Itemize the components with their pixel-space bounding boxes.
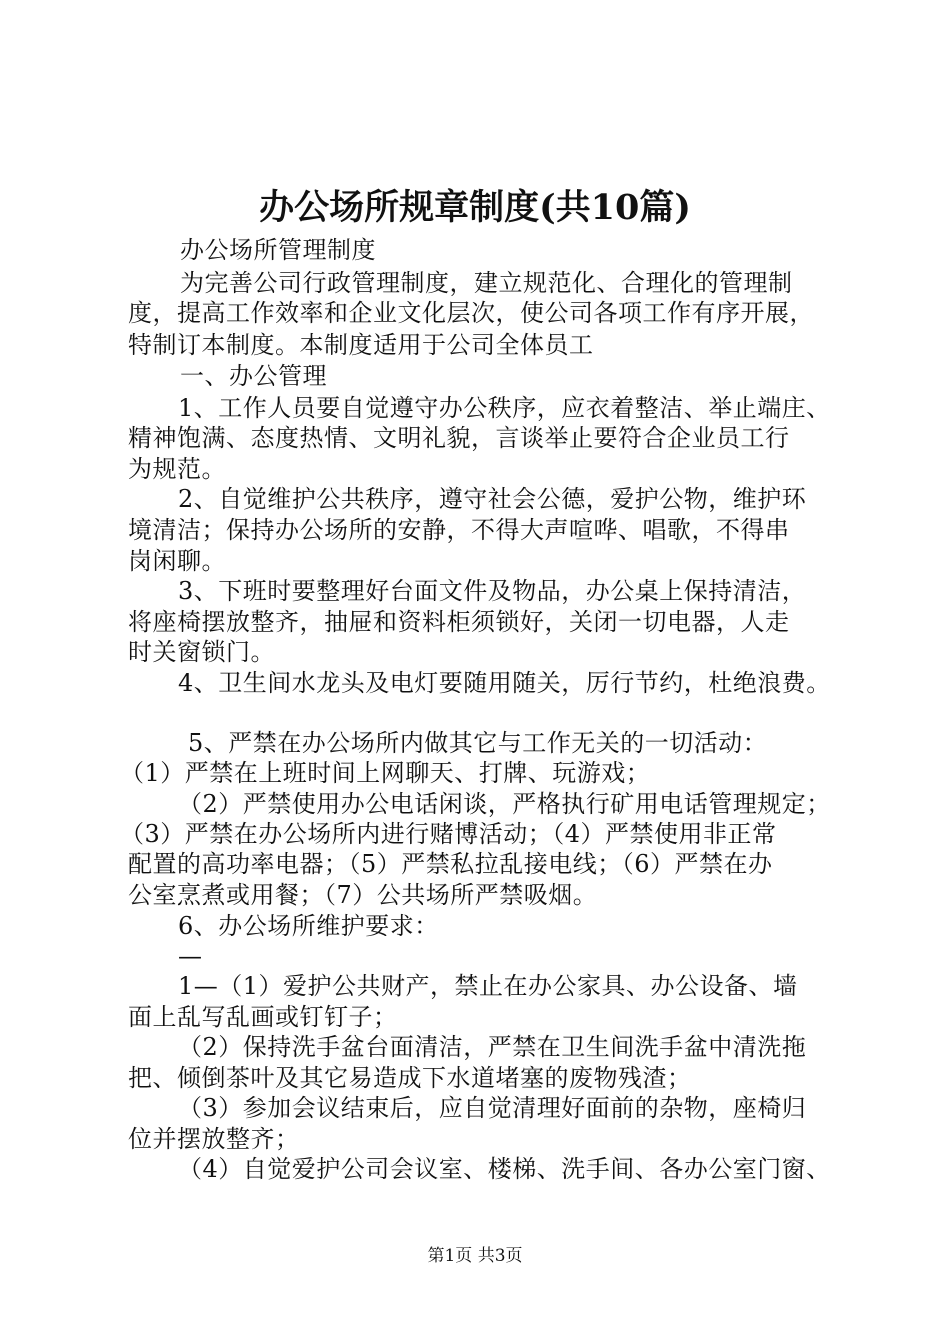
paragraph-line: 特制订本制度。本制度适用于公司全体员工 (128, 331, 594, 359)
paragraph-line: 3、下班时要整理好台面文件及物品，办公桌上保持清洁， (178, 577, 807, 605)
paragraph-line: 精神饱满、态度热情、文明礼貌，言谈举止要符合企业员工行 (128, 424, 790, 452)
paragraph-line: 1、工作人员要自觉遵守办公秩序，应衣着整洁、举止端庄、 (178, 394, 831, 422)
paragraph-line: （2）严禁使用办公电话闲谈，严格执行矿用电话管理规定； (178, 790, 831, 818)
paragraph-line: 6、办公场所维护要求： (178, 912, 439, 940)
paragraph-line: （3）严禁在办公场所内进行赌博活动；（4）严禁使用非正常 (120, 820, 777, 848)
paragraph-line: 1—（1）爱护公共财产，禁止在办公家具、办公设备、墙 (178, 972, 798, 1000)
section-heading: 办公场所管理制度 (180, 236, 376, 264)
paragraph-line: （4）自觉爱护公司会议室、楼梯、洗手间、各办公室门窗、 (178, 1155, 831, 1183)
section-heading: 一、办公管理 (180, 362, 327, 390)
page-footer: 第1页 共3页 (427, 1246, 523, 1266)
paragraph-line: 岗闲聊。 (128, 547, 226, 575)
paragraph-line: 公室烹煮或用餐；（7）公共场所严禁吸烟。 (128, 881, 598, 909)
paragraph-line: （1）严禁在上班时间上网聊天、打牌、玩游戏； (120, 759, 651, 787)
paragraph-line: 将座椅摆放整齐，抽屉和资料柜须锁好，关闭一切电器，人走 (128, 608, 790, 636)
paragraph-line: 位并摆放整齐； (128, 1125, 300, 1153)
paragraph-line: 为完善公司行政管理制度，建立规范化、合理化的管理制 (180, 269, 793, 297)
paragraph-line: 4、卫生间水龙头及电灯要随用随关，厉行节约，杜绝浪费。 (178, 669, 831, 697)
paragraph-line: 把、倾倒茶叶及其它易造成下水道堵塞的废物残渣； (128, 1064, 692, 1092)
paragraph-line: 面上乱写乱画或钉钉子； (128, 1003, 398, 1031)
paragraph-line: 境清洁；保持办公场所的安静，不得大声喧哗、唱歌，不得串 (128, 516, 790, 544)
paragraph-line: 时关窗锁门。 (128, 638, 275, 666)
document-title: 办公场所规章制度(共10篇) (259, 187, 691, 228)
paragraph-line: （2）保持洗手盆台面清洁，严禁在卫生间洗手盆中清洗拖 (178, 1033, 807, 1061)
paragraph-line: 5、严禁在办公场所内做其它与工作无关的一切活动： (188, 729, 768, 757)
paragraph-line: 2、自觉维护公共秩序，遵守社会公德，爱护公物，维护环 (178, 485, 807, 513)
paragraph-line: （3）参加会议结束后，应自觉清理好面前的杂物，座椅归 (178, 1094, 807, 1122)
paragraph-line: 配置的高功率电器；（5）严禁私拉乱接电线；（6）严禁在办 (128, 850, 773, 878)
paragraph-line: 为规范。 (128, 455, 226, 483)
paragraph-line: 度，提高工作效率和企业文化层次，使公司各项工作有序开展， (128, 299, 814, 327)
paragraph-line: — (178, 942, 203, 970)
